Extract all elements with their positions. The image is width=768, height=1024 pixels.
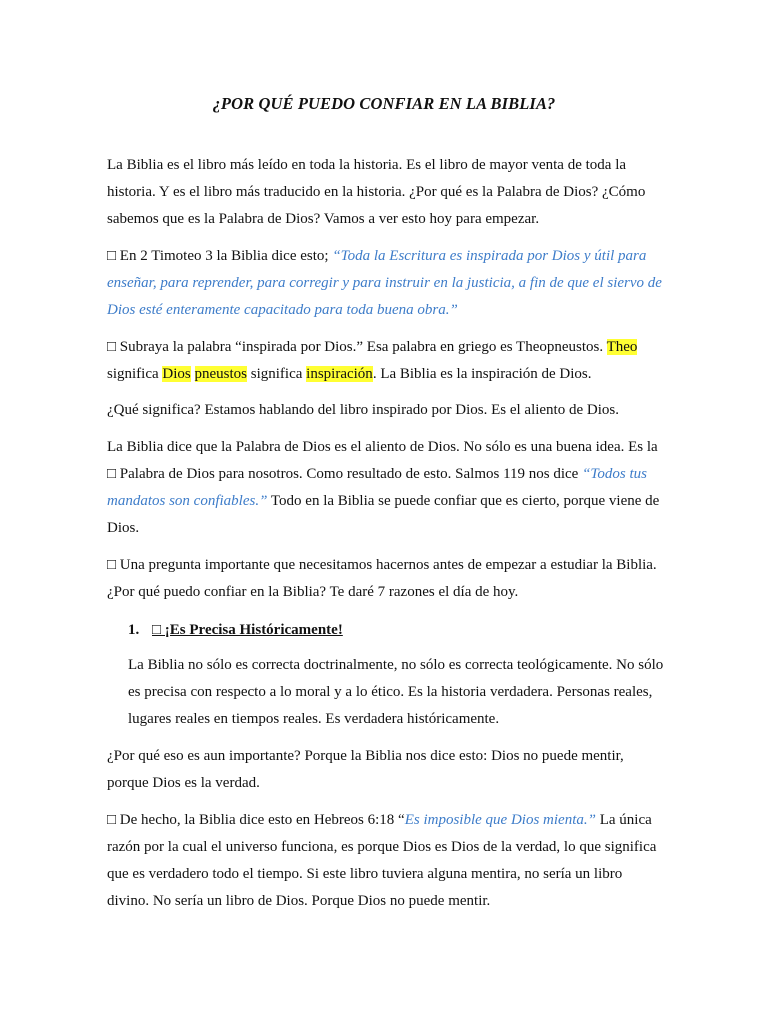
paragraph-aliento-tail: Todo en la Biblia se puede confiar que es cierto, porque viene de Dios. bbox=[107, 493, 660, 536]
paragraph-theopneustos-part5: . La Biblia es la inspiración de Dios. bbox=[372, 366, 592, 382]
highlight-theo: Theo bbox=[606, 339, 638, 355]
quote-salmos: “Todos tus mandatos son confiables.” bbox=[107, 466, 647, 509]
paragraph-hebreos bbox=[107, 807, 667, 915]
paragraph-theopneustos bbox=[107, 334, 667, 388]
paragraph-aliento bbox=[107, 434, 667, 542]
highlight-dios: Dios bbox=[162, 366, 191, 382]
paragraph-theopneustos-part2: significa bbox=[107, 366, 163, 382]
section-title: □ ¡Es Precisa Históricamente! bbox=[152, 622, 343, 638]
paragraph-aliento-lead: La Biblia dice que la Palabra de Dios es el aliento de Dios. No sólo es una buena idea. Es la □ Palabra de Dios para nosotros. Como resultado de esto. Salmos 119 nos dice bbox=[107, 439, 658, 482]
highlight-inspiracion: inspiración bbox=[306, 366, 373, 382]
paragraph-theopneustos-part3 bbox=[191, 366, 195, 382]
paragraph-intro: La Biblia es el libro más leído en toda la historia. Es el libro de mayor venta de toda la historia. Y es el libro más traducido en la historia. ¿Por qué es la Palabra de Dios? ¿Cómo sabemos que es la Palabra de Dios? Vamos a ver esto hoy para empezar. bbox=[107, 157, 646, 227]
highlight-pneustos: pneustos bbox=[194, 366, 247, 382]
section-number: 1. bbox=[128, 622, 140, 638]
paragraph-historica: La Biblia no sólo es correcta doctrinalmente, no sólo es correcta teológicamente. No sólo es precisa con respecto a lo moral y a lo ético. Es la historia verdadera. Personas reales, lugares reales en tiempos reales. Es verdadera históricamente. bbox=[128, 657, 664, 727]
quote-hebreos: Es imposible que Dios mienta.” bbox=[404, 812, 596, 828]
section-heading-1 bbox=[128, 620, 343, 640]
page-title: ¿POR QUÉ PUEDO CONFIAR EN LA BIBLIA? bbox=[212, 94, 556, 113]
paragraph-significado: ¿Qué significa? Estamos hablando del libro inspirado por Dios. Es el aliento de Dios. bbox=[107, 402, 619, 418]
paragraph-theopneustos-part1: □ Subraya la palabra “inspirada por Dios.” Esa palabra en griego es Theopneustos. bbox=[107, 339, 607, 355]
paragraph-theopneustos-part4: significa bbox=[247, 366, 307, 382]
paragraph-importante: ¿Por qué eso es aun importante? Porque la Biblia nos dice esto: Dios no puede mentir, porque Dios es la verdad. bbox=[107, 748, 624, 791]
paragraph-timoteo bbox=[107, 243, 667, 324]
paragraph-hebreos-tail: La única razón por la cual el universo funciona, es porque Dios es Dios de la verdad, lo que significa que es verdadero todo el tiempo. Si este libro tuviera alguna mentira, no sería un libro divino. No sería un libro de Dios. Porque Dios no puede mentir. bbox=[107, 812, 657, 909]
quote-timoteo: “Toda la Escritura es inspirada por Dios y útil para enseñar, para reprender, para corregir y para instruir en la justicia, a fin de que el siervo de Dios esté enteramente capacitado para toda buena obra.” bbox=[107, 248, 662, 318]
paragraph-hebreos-lead: □ De hecho, la Biblia dice esto en Hebreos 6:18 “ bbox=[107, 812, 405, 828]
paragraph-timoteo-lead: □ En 2 Timoteo 3 la Biblia dice esto; bbox=[107, 248, 333, 264]
paragraph-pregunta: □ Una pregunta importante que necesitamos hacernos antes de empezar a estudiar la Biblia. ¿Por qué puedo confiar en la Biblia? Te daré 7 razones el día de hoy. bbox=[107, 557, 657, 600]
